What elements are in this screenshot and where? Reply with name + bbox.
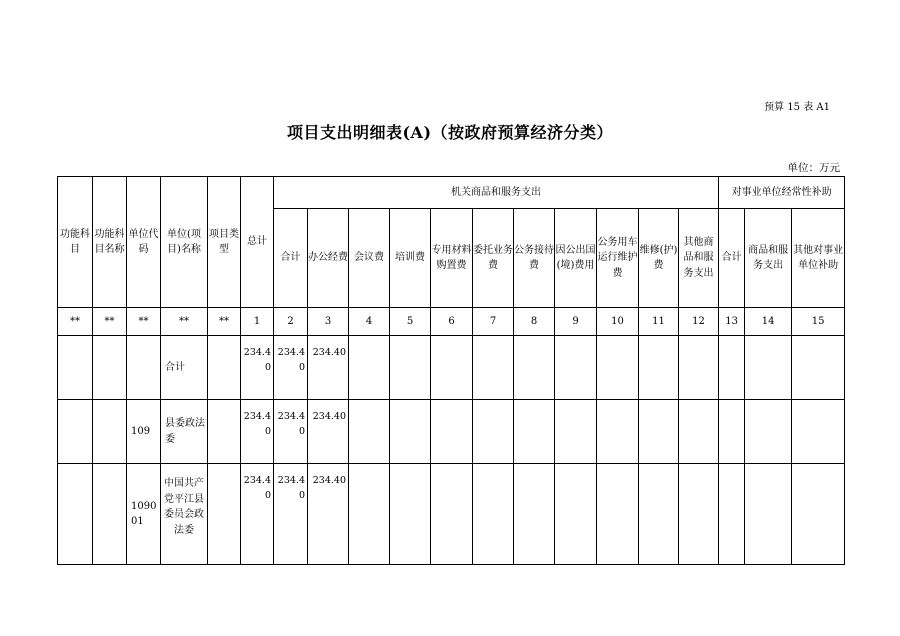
header-subsidy-col: 合计: [719, 209, 745, 308]
cell-empty: [719, 464, 745, 565]
cell-func: [58, 336, 93, 400]
cell-empty: [745, 400, 792, 464]
cell-total: 234.40: [241, 336, 274, 400]
cell-empty: [679, 336, 719, 400]
cell-empty: [792, 336, 845, 400]
cell-empty: [390, 336, 431, 400]
table-row: [58, 464, 845, 565]
cell-agency-total: 234.40: [274, 464, 308, 565]
header-agency-col: 培训费: [390, 209, 431, 308]
cell-empty: [679, 464, 719, 565]
cell-empty: [719, 336, 745, 400]
form-reference: 预算 15 表 A1: [764, 102, 830, 113]
index-row: [58, 308, 845, 336]
cell-empty: [514, 464, 555, 565]
index-cell: 12: [679, 308, 719, 336]
cell-empty: [349, 464, 390, 565]
cell-empty: [597, 336, 639, 400]
header-func-name: 功能科目名称: [93, 177, 127, 308]
index-cell: 3: [308, 308, 349, 336]
cell-total: 234.40: [241, 400, 274, 464]
cell-agency-total: 234.40: [274, 400, 308, 464]
cell-empty: [792, 400, 845, 464]
header-code: 单位代码: [127, 177, 161, 308]
unit-label: 单位：万元: [787, 162, 840, 174]
header-agency-col: 委托业务费: [473, 209, 514, 308]
cell-office: 234.40: [308, 400, 349, 464]
index-cell: **: [93, 308, 127, 336]
cell-name: 中国共产党平江县委员会政法委: [161, 464, 208, 565]
cell-empty: [514, 400, 555, 464]
cell-func: [58, 464, 93, 565]
cell-code: 109001: [127, 464, 161, 565]
cell-office: 234.40: [308, 336, 349, 400]
cell-empty: [390, 400, 431, 464]
cell-name: 县委政法委: [161, 400, 208, 464]
header-agency-col: 专用材料购置费: [431, 209, 473, 308]
header-total: 总计: [241, 177, 274, 308]
index-cell: **: [208, 308, 241, 336]
cell-empty: [639, 464, 679, 565]
index-cell: 1: [241, 308, 274, 336]
cell-total: 234.40: [241, 464, 274, 565]
header-func: 功能科目: [58, 177, 93, 308]
index-cell: 6: [431, 308, 473, 336]
cell-empty: [431, 400, 473, 464]
header-type: 项目类型: [208, 177, 241, 308]
cell-func-name: [93, 336, 127, 400]
cell-code: 109: [127, 400, 161, 464]
index-cell: **: [58, 308, 93, 336]
group-header-subsidy: 对事业单位经常性补助: [719, 177, 845, 209]
budget-table: [57, 176, 845, 565]
header-agency-col: 其他商品和服务支出: [679, 209, 719, 308]
cell-empty: [473, 400, 514, 464]
header-row-1: [58, 177, 845, 209]
cell-agency-total: 234.40: [274, 336, 308, 400]
cell-type: [208, 336, 241, 400]
header-agency-col: 合计: [274, 209, 308, 308]
table-row: [58, 336, 845, 400]
index-cell: **: [161, 308, 208, 336]
header-subsidy-col: 商品和服务支出: [745, 209, 792, 308]
cell-type: [208, 400, 241, 464]
header-agency-col: 公务用车运行维护费: [597, 209, 639, 308]
group-header-agency: 机关商品和服务支出: [274, 177, 719, 209]
index-cell: 13: [719, 308, 745, 336]
cell-name: 合计: [161, 336, 208, 400]
cell-empty: [679, 400, 719, 464]
header-name: 单位(项目)名称: [161, 177, 208, 308]
header-agency-col: 会议费: [349, 209, 390, 308]
index-cell: 15: [792, 308, 845, 336]
cell-empty: [745, 464, 792, 565]
cell-empty: [792, 464, 845, 565]
cell-empty: [555, 336, 597, 400]
index-cell: 2: [274, 308, 308, 336]
index-cell: 10: [597, 308, 639, 336]
cell-func-name: [93, 400, 127, 464]
cell-empty: [597, 464, 639, 565]
cell-empty: [719, 400, 745, 464]
cell-empty: [555, 400, 597, 464]
cell-empty: [349, 336, 390, 400]
cell-empty: [390, 464, 431, 565]
header-agency-col: 公务接待费: [514, 209, 555, 308]
cell-empty: [431, 464, 473, 565]
cell-func-name: [93, 464, 127, 565]
index-cell: 7: [473, 308, 514, 336]
index-cell: 8: [514, 308, 555, 336]
index-cell: 11: [639, 308, 679, 336]
cell-type: [208, 464, 241, 565]
index-cell: 9: [555, 308, 597, 336]
index-cell: 4: [349, 308, 390, 336]
cell-empty: [473, 336, 514, 400]
header-agency-col: 因公出国(境)费用: [555, 209, 597, 308]
cell-empty: [639, 336, 679, 400]
index-cell: **: [127, 308, 161, 336]
index-cell: 5: [390, 308, 431, 336]
cell-empty: [597, 400, 639, 464]
cell-office: 234.40: [308, 464, 349, 565]
cell-empty: [745, 336, 792, 400]
page-title: 项目支出明细表(A)（按政府预算经济分类）: [286, 123, 614, 142]
cell-empty: [514, 336, 555, 400]
cell-func: [58, 400, 93, 464]
cell-empty: [555, 464, 597, 565]
cell-code: [127, 336, 161, 400]
index-cell: 14: [745, 308, 792, 336]
cell-empty: [431, 336, 473, 400]
cell-empty: [473, 464, 514, 565]
header-subsidy-col: 其他对事业单位补助: [792, 209, 845, 308]
header-agency-col: 维修(护)费: [639, 209, 679, 308]
header-agency-col: 办公经费: [308, 209, 349, 308]
cell-empty: [639, 400, 679, 464]
table-row: [58, 400, 845, 464]
cell-empty: [349, 400, 390, 464]
